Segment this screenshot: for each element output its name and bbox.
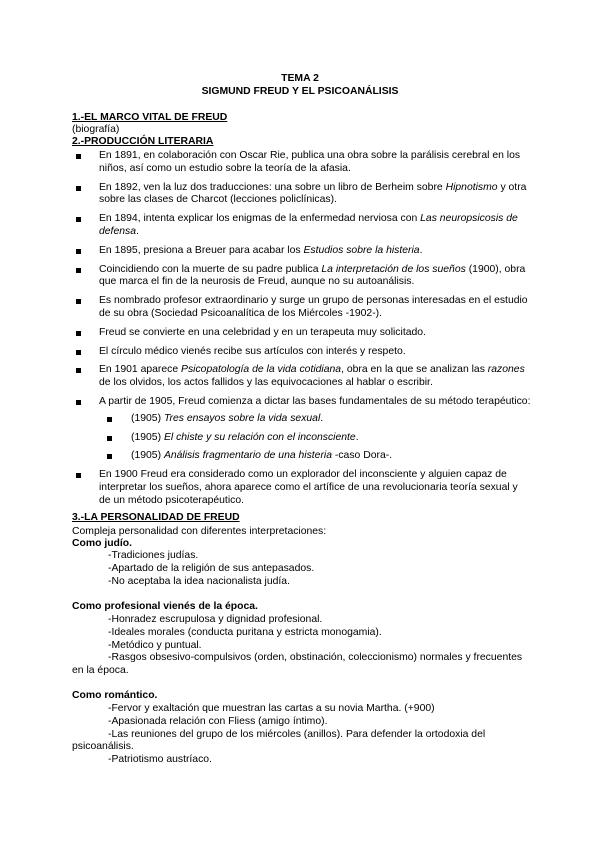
title-block [0, 72, 600, 98]
list-item: -Ideales morales (conducta puritana y estricta monogamia). [108, 626, 382, 638]
list-item: -Apasionada relación con Fliess (amigo íntimo). [108, 715, 328, 727]
list-item: -Las reuniones del grupo de los miércoles (anillos). Para defender la ortodoxia del psicoanálisis. [72, 728, 486, 753]
list-item: -Honradez escrupulosa y dignidad profesional. [108, 614, 323, 625]
section-3-intro: Compleja personalidad con diferentes interpretaciones: [72, 526, 327, 537]
sublist-item: (1905) Tres ensayos sobre la vida sexual. [99, 413, 532, 426]
group-list-profesional [72, 614, 532, 678]
list-item: En 1901 aparece Psicopatología de la vida cotidiana, obra en la que se analizan las razones de los olvidos, los actos fallidos y las equivocaciones al hablar o escribir. [72, 364, 532, 390]
production-list [72, 150, 532, 514]
group-list-romantico [72, 703, 532, 767]
page-title: SIGMUND FREUD Y EL PSICOANÁLISIS [201, 86, 399, 97]
list-item: En 1894, intenta explicar los enigmas de la enfermedad nerviosa con Las neuropsicosis de defensa. [72, 213, 532, 239]
list-item: Es nombrado profesor extraordinario y surge un grupo de personas interesadas en el estudio de su obra (Sociedad Psicoanalítica de los Miércoles -1902-). [72, 295, 532, 321]
sublist-item: (1905) Análisis fragmentario de una histeria -caso Dora-. [99, 450, 532, 463]
list-item: En 1900 Freud era considerado como un explorador del inconsciente y alguien capaz de interpretar los sueños, ahora aparece como el artífice de una revolucionaria teoría sexual y de un método psicoterapéutico. [72, 469, 532, 507]
list-item: El círculo médico vienés recibe sus artículos con interés y respeto. [72, 346, 532, 359]
method-sublist [99, 413, 532, 463]
group-title-judio: Como judío. [72, 538, 133, 549]
list-item: -Fervor y exaltación que muestran las cartas a su novia Martha. (+900) [108, 703, 435, 714]
list-item: Freud se convierte en una celebridad y en un terapeuta muy solicitado. [72, 327, 532, 340]
list-item: -Rasgos obsesivo-compulsivos (orden, obstinación, coleccionismo) normales y frecuentes en la época. [72, 652, 523, 677]
sublist-item: (1905) El chiste y su relación con el inconsciente. [99, 432, 532, 445]
group-title-profesional: Como profesional vienés de la época. [72, 601, 258, 612]
tema-label: TEMA 2 [281, 73, 319, 84]
section-1-note: (biografía) [72, 124, 120, 135]
list-item: -Patriotismo austríaco. [108, 754, 212, 766]
list-item: En 1891, en colaboración con Oscar Rie, publica una obra sobre la parálisis cerebral en los niños, así como un estudio sobre la teoría de la afasia. [72, 150, 532, 176]
section-3-heading: 3.-LA PERSONALIDAD DE FREUD [72, 512, 240, 523]
list-item: Coincidiendo con la muerte de su padre publica La interpretación de los sueños (1900), obra que marca el fin de la neurosis de Freud, aunque no su autoanálisis. [72, 264, 532, 290]
list-item: En 1892, ven la luz dos traducciones: una sobre un libro de Berheim sobre Hipnotismo y otra sobre las clases de Charcot (lecciones policlínicas). [72, 182, 532, 208]
list-item: -No aceptaba la idea nacionalista judía. [108, 575, 290, 587]
list-item: En 1895, presiona a Breuer para acabar los Estudios sobre la histeria. [72, 245, 532, 258]
list-item: -Metódico y puntual. [108, 639, 202, 651]
list-item: -Tradiciones judías. [108, 550, 199, 561]
section-1-heading: 1.-EL MARCO VITAL DE FREUD [72, 112, 228, 123]
group-title-romantico: Como romántico. [72, 690, 158, 701]
list-item: -Apartado de la religión de sus antepasados. [108, 562, 315, 574]
group-list-judio [72, 550, 532, 588]
section-2-heading: 2.-PRODUCCIÓN LITERARIA [72, 136, 214, 147]
list-item: A partir de 1905, Freud comienza a dictar las bases fundamentales de su método terapéutico: (1905) Tres ensayos sobre la vida sexual. (1905) El chiste y su relación con el inconsciente. (1905) Análisis fragmentario de una histeria -caso Dora-. [72, 396, 532, 463]
